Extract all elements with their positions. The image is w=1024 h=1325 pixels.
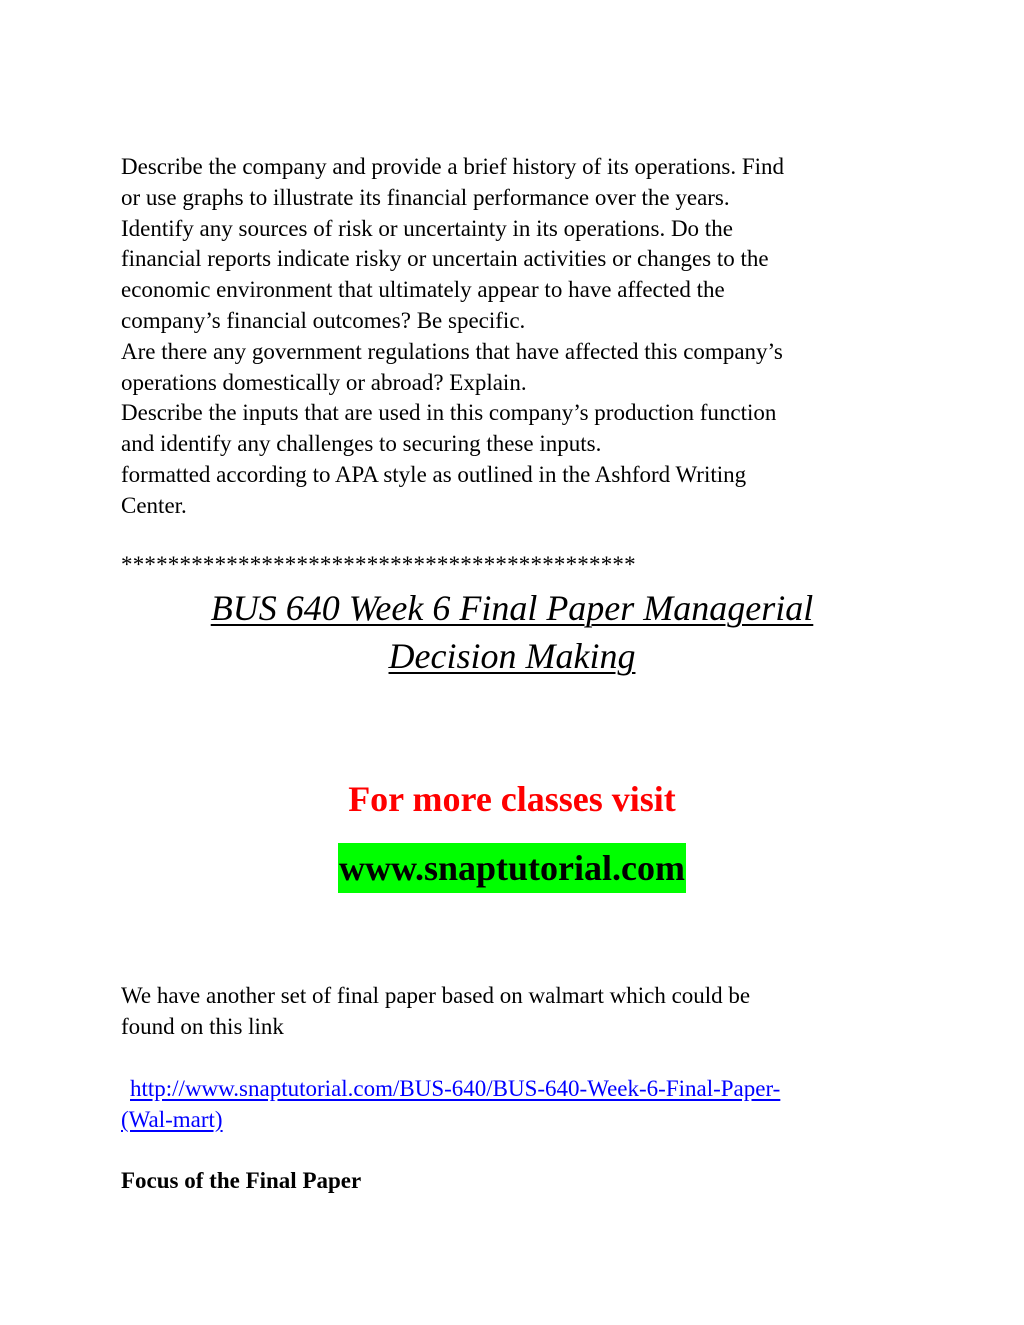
intro-paragraphs — [121, 152, 921, 522]
promo-text: For more classes visit — [348, 779, 676, 819]
section-heading: Focus of the Final Paper — [121, 1168, 362, 1193]
note-line-2: found on this link — [121, 1013, 284, 1039]
intro-line: operations domestically or abroad? Explain. — [121, 369, 527, 395]
note-line-1: We have another set of final paper based on walmart which could be — [121, 983, 751, 1008]
document-title — [0, 584, 1024, 680]
intro-line: Are there any government regulations that have affected this company’s — [121, 338, 783, 364]
intro-line: company’s financial outcomes? Be specific. — [121, 307, 526, 333]
intro-line: and identify any challenges to securing these inputs. — [121, 431, 602, 457]
promo-website-block — [0, 843, 1024, 893]
intro-line: or use graphs to illustrate its financial performance over the years. — [121, 184, 730, 210]
title-line-1: BUS 640 Week 6 Final Paper Managerial — [210, 588, 814, 628]
intro-line: Describe the inputs that are used in this company’s production function — [121, 400, 777, 426]
walmart-link[interactable]: http://www.snaptutorial.com/BUS-640/BUS-640-Week-6-Final-Paper- — [130, 1076, 781, 1101]
intro-line: economic environment that ultimately appear to have affected the — [121, 277, 725, 303]
intro-line: formatted according to APA style as outlined in the Ashford Writing — [121, 461, 747, 487]
walmart-link-continuation[interactable]: (Wal-mart) — [121, 1106, 223, 1132]
title-line-2: Decision Making — [388, 636, 636, 676]
separator-stars: ******************************************** — [121, 552, 636, 577]
intro-line: financial reports indicate risky or uncertain activities or changes to the — [121, 246, 769, 272]
walmart-note — [121, 981, 921, 1043]
intro-line: Center. — [121, 492, 187, 518]
intro-line: Describe the company and provide a brief history of its operations. Find — [121, 154, 785, 179]
intro-line: Identify any sources of risk or uncertainty in its operations. Do the — [121, 215, 733, 241]
walmart-link-block — [121, 1074, 921, 1136]
promo-website: www.snaptutorial.com — [338, 843, 686, 893]
